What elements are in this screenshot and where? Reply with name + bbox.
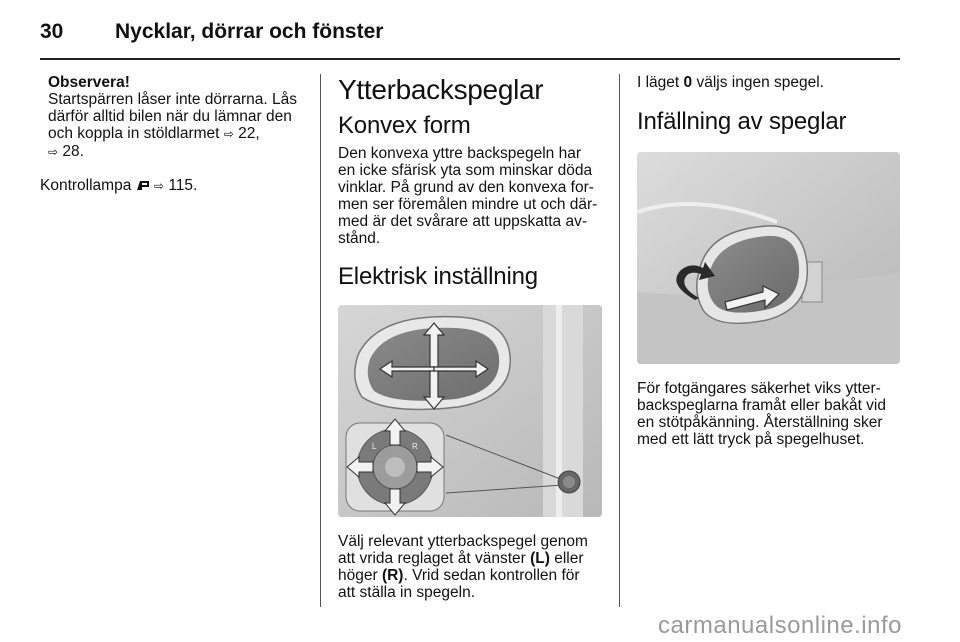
page-reference[interactable]: 115. xyxy=(168,177,198,194)
subsection-heading: Elektrisk inställning xyxy=(338,263,538,290)
page-reference[interactable]: 28. xyxy=(62,143,84,160)
column-divider xyxy=(619,74,620,607)
notice-box xyxy=(48,74,305,161)
paragraph-position: I läget 0 väljs ingen spegel. xyxy=(637,74,824,91)
arrow-ref-icon: ⇨ xyxy=(223,127,234,141)
paragraph-adjust: Välj relevant ytterbackspegel genom att vrida reglaget åt vänster (L) eller höger (R). Vrid sedan kontrollen för att ställa in spegeln. xyxy=(338,533,588,601)
page-title: Nycklar, dörrar och fönster xyxy=(115,20,384,43)
knob-label-right: R xyxy=(412,442,418,451)
page-reference[interactable]: 22, xyxy=(238,125,260,142)
page-number: 30 xyxy=(40,20,64,43)
subsection-heading: Konvex form xyxy=(338,112,471,139)
notice-text: Startspärren låser inte dörrarna. Lås därför alltid bilen när du lämnar den och koppla in stöldlarmet ⇨ 22, ⇨ 28. xyxy=(48,91,297,160)
mirror-fold-illustration xyxy=(637,152,900,364)
arrow-ref-icon: ⇨ xyxy=(153,179,165,193)
paragraph-fold: För fotgängares säkerhet viks ytter- backspeglarna framåt eller bakåt vid en stötpåkänning. Återställning sker med ett lätt tryck på spegelhuset. xyxy=(637,380,886,448)
column-middle xyxy=(338,74,603,601)
notice-title: Observera! xyxy=(48,74,130,91)
watermark: carmanualsonline.info xyxy=(658,612,902,639)
mirror-indicator-icon xyxy=(136,179,150,191)
column-divider xyxy=(320,74,321,607)
column-right xyxy=(637,74,902,448)
mirror-adjust-illustration xyxy=(338,305,602,517)
paragraph-convex: Den konvexa yttre backspegeln har en icke sfärisk yta som minskar döda vinklar. På grund av den konvexa for- men ser föremålen mindre ut och där- med är det svårare att uppskatta av- stånd. xyxy=(338,145,598,247)
page-header xyxy=(0,0,960,58)
indicator-line: Kontrollampa ⇨ 115. xyxy=(40,177,198,194)
header-divider xyxy=(40,58,900,60)
knob-label-left: L xyxy=(372,442,377,451)
arrow-ref-icon: ⇨ xyxy=(48,145,59,159)
column-left xyxy=(40,74,305,195)
section-heading: Ytterbackspeglar xyxy=(338,74,544,105)
section-heading: Infällning av speglar xyxy=(637,108,847,135)
